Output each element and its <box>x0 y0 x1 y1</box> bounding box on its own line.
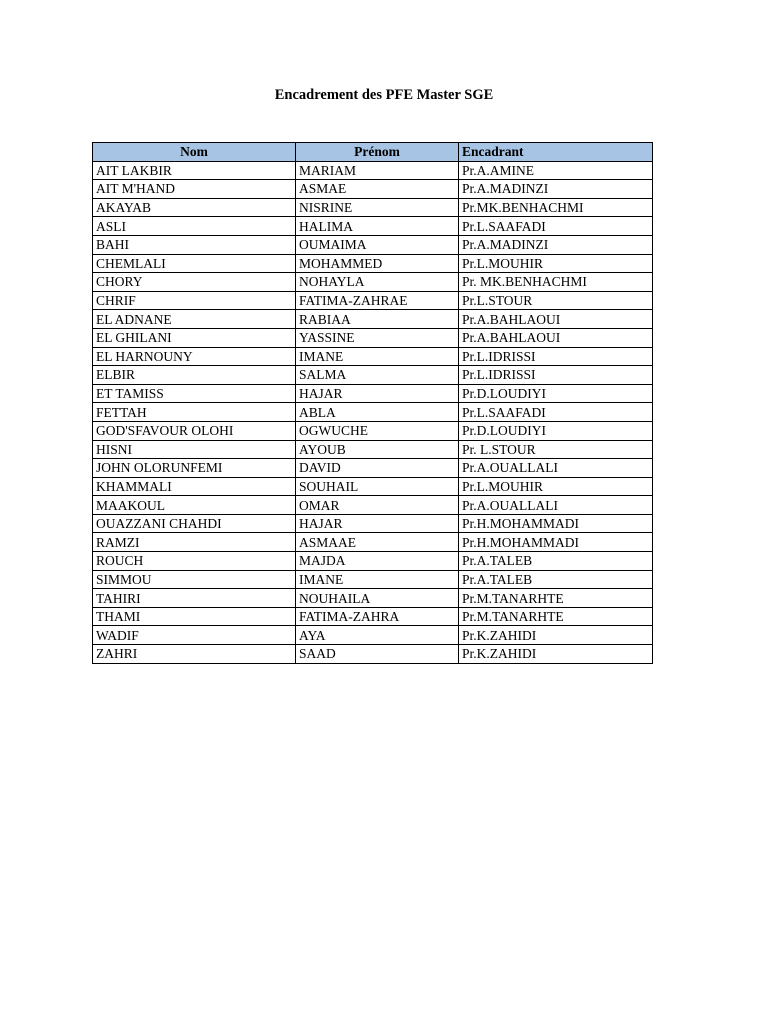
table-row <box>93 496 653 515</box>
cell-encadrant: Pr.L.STOUR <box>459 291 653 310</box>
table-row <box>93 180 653 199</box>
cell-nom: EL GHILANI <box>93 328 296 347</box>
table-row <box>93 552 653 571</box>
cell-nom: AKAYAB <box>93 198 296 217</box>
cell-encadrant: Pr.A.MADINZI <box>459 235 653 254</box>
cell-prenom: ABLA <box>296 403 459 422</box>
cell-prenom: HAJAR <box>296 514 459 533</box>
cell-nom: CHORY <box>93 273 296 292</box>
cell-encadrant: Pr.D.LOUDIYI <box>459 384 653 403</box>
cell-encadrant: Pr.A.OUALLALI <box>459 496 653 515</box>
table-row <box>93 384 653 403</box>
cell-encadrant: Pr.L.SAAFADI <box>459 403 653 422</box>
cell-nom: KHAMMALI <box>93 477 296 496</box>
cell-prenom: MARIAM <box>296 161 459 180</box>
cell-prenom: OMAR <box>296 496 459 515</box>
table-body <box>93 161 653 663</box>
cell-encadrant: Pr.L.IDRISSI <box>459 366 653 385</box>
table-row <box>93 626 653 645</box>
cell-nom: CHEMLALI <box>93 254 296 273</box>
cell-nom: EL HARNOUNY <box>93 347 296 366</box>
cell-prenom: IMANE <box>296 570 459 589</box>
table-row <box>93 607 653 626</box>
cell-nom: ELBIR <box>93 366 296 385</box>
cell-encadrant: Pr.A.MADINZI <box>459 180 653 199</box>
cell-encadrant: Pr.A.BAHLAOUI <box>459 328 653 347</box>
cell-encadrant: Pr.D.LOUDIYI <box>459 421 653 440</box>
cell-nom: ZAHRI <box>93 645 296 664</box>
header-row <box>93 143 653 162</box>
table-row <box>93 161 653 180</box>
cell-prenom: NISRINE <box>296 198 459 217</box>
cell-nom: ROUCH <box>93 552 296 571</box>
cell-prenom: AYA <box>296 626 459 645</box>
supervision-table <box>92 142 653 664</box>
column-header-prenom: Prénom <box>296 143 459 162</box>
cell-nom: CHRIF <box>93 291 296 310</box>
table-row <box>93 533 653 552</box>
page-title: Encadrement des PFE Master SGE <box>274 87 494 103</box>
cell-encadrant: Pr. L.STOUR <box>459 440 653 459</box>
column-header-encadrant: Encadrant <box>459 143 653 162</box>
cell-prenom: OGWUCHE <box>296 421 459 440</box>
table-row <box>93 589 653 608</box>
table-row <box>93 570 653 589</box>
cell-encadrant: Pr.L.MOUHIR <box>459 254 653 273</box>
cell-encadrant: Pr.L.IDRISSI <box>459 347 653 366</box>
table-row <box>93 198 653 217</box>
cell-encadrant: Pr. MK.BENHACHMI <box>459 273 653 292</box>
table-row <box>93 347 653 366</box>
cell-nom: JOHN OLORUNFEMI <box>93 459 296 478</box>
table-row <box>93 273 653 292</box>
cell-nom: ASLI <box>93 217 296 236</box>
cell-nom: MAAKOUL <box>93 496 296 515</box>
cell-prenom: NOHAYLA <box>296 273 459 292</box>
table-row <box>93 645 653 664</box>
table-header <box>93 143 653 162</box>
cell-encadrant: Pr.A.TALEB <box>459 552 653 571</box>
cell-nom: THAMI <box>93 607 296 626</box>
cell-prenom: SALMA <box>296 366 459 385</box>
cell-prenom: YASSINE <box>296 328 459 347</box>
cell-encadrant: Pr.L.MOUHIR <box>459 477 653 496</box>
cell-encadrant: Pr.A.TALEB <box>459 570 653 589</box>
cell-encadrant: Pr.A.OUALLALI <box>459 459 653 478</box>
cell-nom: EL ADNANE <box>93 310 296 329</box>
cell-prenom: HAJAR <box>296 384 459 403</box>
table-row <box>93 328 653 347</box>
table-row <box>93 235 653 254</box>
cell-encadrant: Pr.K.ZAHIDI <box>459 626 653 645</box>
cell-prenom: RABIAA <box>296 310 459 329</box>
cell-nom: SIMMOU <box>93 570 296 589</box>
table-row <box>93 514 653 533</box>
table-row <box>93 254 653 273</box>
cell-nom: WADIF <box>93 626 296 645</box>
cell-nom: GOD'SFAVOUR OLOHI <box>93 421 296 440</box>
cell-prenom: SOUHAIL <box>296 477 459 496</box>
cell-nom: FETTAH <box>93 403 296 422</box>
cell-prenom: DAVID <box>296 459 459 478</box>
cell-encadrant: Pr.H.MOHAMMADI <box>459 514 653 533</box>
table-row <box>93 440 653 459</box>
cell-nom: TAHIRI <box>93 589 296 608</box>
cell-prenom: ASMAE <box>296 180 459 199</box>
table-row <box>93 291 653 310</box>
table-row <box>93 421 653 440</box>
table-row <box>93 217 653 236</box>
table-row <box>93 403 653 422</box>
cell-encadrant: Pr.A.BAHLAOUI <box>459 310 653 329</box>
cell-nom: AIT LAKBIR <box>93 161 296 180</box>
cell-prenom: HALIMA <box>296 217 459 236</box>
cell-nom: BAHI <box>93 235 296 254</box>
cell-encadrant: Pr.M.TANARHTE <box>459 607 653 626</box>
cell-nom: RAMZI <box>93 533 296 552</box>
cell-encadrant: Pr.K.ZAHIDI <box>459 645 653 664</box>
cell-prenom: MAJDA <box>296 552 459 571</box>
table-row <box>93 477 653 496</box>
cell-prenom: SAAD <box>296 645 459 664</box>
cell-prenom: ASMAAE <box>296 533 459 552</box>
cell-prenom: IMANE <box>296 347 459 366</box>
table-row <box>93 366 653 385</box>
cell-encadrant: Pr.MK.BENHACHMI <box>459 198 653 217</box>
cell-prenom: FATIMA-ZAHRA <box>296 607 459 626</box>
cell-encadrant: Pr.H.MOHAMMADI <box>459 533 653 552</box>
cell-prenom: AYOUB <box>296 440 459 459</box>
cell-encadrant: Pr.A.AMINE <box>459 161 653 180</box>
table-row <box>93 310 653 329</box>
cell-nom: ET TAMISS <box>93 384 296 403</box>
cell-prenom: NOUHAILA <box>296 589 459 608</box>
cell-encadrant: Pr.M.TANARHTE <box>459 589 653 608</box>
cell-encadrant: Pr.L.SAAFADI <box>459 217 653 236</box>
cell-prenom: MOHAMMED <box>296 254 459 273</box>
cell-nom: AIT M'HAND <box>93 180 296 199</box>
cell-nom: OUAZZANI CHAHDI <box>93 514 296 533</box>
cell-prenom: OUMAIMA <box>296 235 459 254</box>
cell-nom: HISNI <box>93 440 296 459</box>
table-row <box>93 459 653 478</box>
cell-prenom: FATIMA-ZAHRAE <box>296 291 459 310</box>
column-header-nom: Nom <box>93 143 296 162</box>
